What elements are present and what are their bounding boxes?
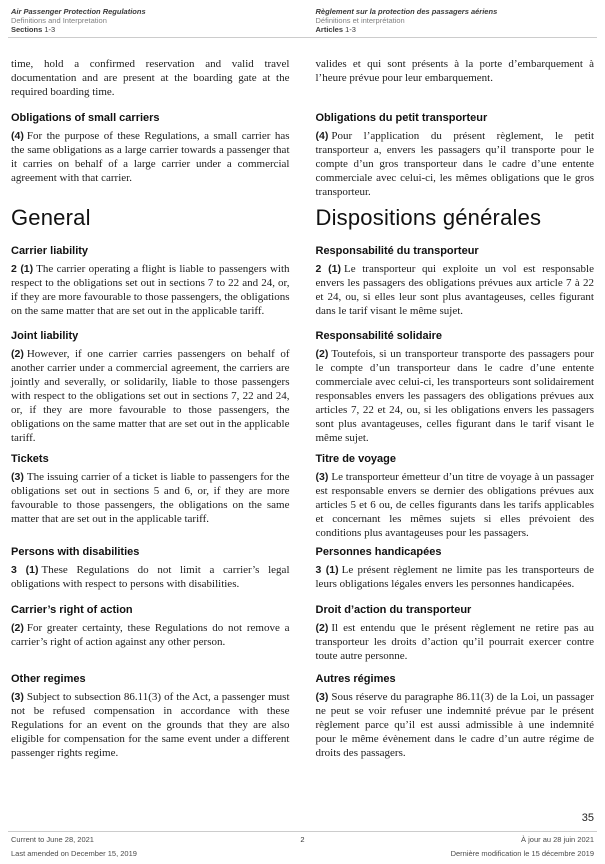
section-block-en xyxy=(11,112,290,199)
header-title-fr: Règlement sur la protection des passagers aériens xyxy=(315,7,498,16)
page-header xyxy=(0,0,605,34)
section-row xyxy=(11,112,594,199)
section-paragraph xyxy=(316,347,595,445)
footer-divider xyxy=(8,831,597,832)
document-body xyxy=(0,38,605,760)
section-text: Subject to subsection 86.11(3) of the Act, a passenger must not be refused compensation in accordance with these Regulations for an event on the grounds that they are also eligible for compensation for the same event under a different passenger rights regime. xyxy=(11,691,290,759)
section-heading: Obligations du petit transporteur xyxy=(315,112,488,124)
section-paragraph xyxy=(11,129,290,185)
header-range-value-en: 1-3 xyxy=(44,25,56,34)
section-number: 3 (1) xyxy=(315,564,339,576)
section-text: Le transporteur qui exploite un vol est responsable envers les passagers des obligations prévues aux article 7 à 22 et 24, ou, si elles leur sont plus avantageuses, celles figurant dans le tarif visant le même sujet. xyxy=(315,263,594,317)
display-heading-fr: Dispositions générales xyxy=(315,205,542,230)
section-text: These Regulations do not limit a carrier’s legal obligations with respect to persons with disabilities. xyxy=(11,564,290,590)
section-number: (2) xyxy=(11,622,24,634)
footer-page-number: 2 xyxy=(300,835,305,844)
section-block-fr xyxy=(316,112,595,199)
section-text: For the purpose of these Regulations, a small carrier has the same obligations as a large carrier towards a passenger that it carries on behalf of a large carrier under a commercial agreement with that carrier. xyxy=(11,130,290,184)
section-block-fr xyxy=(316,604,595,663)
statute-page-number: 35 xyxy=(581,812,594,824)
section-paragraph xyxy=(316,129,595,199)
section-block-fr xyxy=(316,453,595,540)
footer-row-current xyxy=(11,835,594,844)
section-paragraph xyxy=(11,563,290,591)
section-row xyxy=(11,57,594,99)
section-block-en xyxy=(11,604,290,663)
header-range-en xyxy=(11,25,290,34)
section-text: Le transporteur émetteur d’un titre de voyage à un passager est responsable envers se dernier des obligations prévues aux articles 5 et 6 ou, de celles figurants dans les tarifs applicables et concernant les mêmes sujets si elles prévoient des conditions plus avantageuses pour les passagers. xyxy=(315,471,594,539)
section-number: (3) xyxy=(315,471,329,483)
footer-row-amended xyxy=(11,849,594,858)
section-heading: Carrier liability xyxy=(11,245,89,257)
header-range-value-fr: 1-3 xyxy=(345,25,356,34)
section-number: (4) xyxy=(315,130,329,142)
section-heading: Autres régimes xyxy=(315,673,396,685)
section-number: 2 (1) xyxy=(11,263,34,275)
section-text: For greater certainty, these Regulations do not remove a carrier’s right of action against any other person. xyxy=(11,622,290,648)
section-paragraph xyxy=(316,262,595,318)
section-block-en xyxy=(11,673,290,760)
section-heading: Other regimes xyxy=(11,673,86,685)
section-paragraph xyxy=(11,470,290,526)
header-range-label-en: Sections xyxy=(11,25,43,34)
section-text: Pour l’application du présent règlement, le petit transporteur a, envers les passagers qu’il transporte pour le compte d’un gros transporteur dans le cadre d’une entente commerciale avec celui-ci, les mêmes obligations que le gros transporteur. xyxy=(315,130,594,198)
section-heading: Joint liability xyxy=(11,330,79,342)
section-paragraph xyxy=(316,690,595,760)
section-row xyxy=(11,673,594,760)
section-row xyxy=(11,453,594,540)
section-heading: Tickets xyxy=(11,453,49,465)
section-heading: Carrier’s right of action xyxy=(11,604,133,616)
section-text: However, if one carrier carries passengers on behalf of another carrier under a commercial agreement, the carriers are jointly and severally, or solidarily, liable to those passengers with respect to the obligations set out in sections 7, 22 and 24, or, if they are more favourable to those passengers, the obligations on the same matter that are set out in the applicable tariff. xyxy=(11,348,290,444)
section-block-en xyxy=(11,330,290,445)
header-subtitle-en: Definitions and Interpretation xyxy=(11,16,107,25)
section-heading: Responsabilité solidaire xyxy=(315,330,443,342)
section-number: 3 (1) xyxy=(11,564,39,576)
section-row xyxy=(11,546,594,591)
header-range-label-fr: Articles xyxy=(315,25,344,34)
section-block-fr xyxy=(316,330,595,445)
section-heading: Obligations of small carriers xyxy=(11,112,160,124)
footer-current-en: Current to June 28, 2021 xyxy=(11,835,94,844)
footer-amended-fr: Dernière modification le 15 décembre 2019 xyxy=(450,849,594,858)
section-heading: Persons with disabilities xyxy=(11,546,140,558)
section-block-en xyxy=(11,245,290,318)
section-text: Toutefois, si un transporteur transporte des passagers pour le compte d’un transporteur dans le cadre d’une entente commerciale avec celui-ci, les transporteurs sont solidairement responsables envers les passagers des obligations prévues aux articles 7, 22 et 24, ou, si les obligations envers les passagers sont plus avantageuses, celles figurant dans le tarif visant le même sujet. xyxy=(315,348,594,444)
section-number: 2 (1) xyxy=(315,263,341,275)
section-paragraph xyxy=(11,262,290,318)
section-row xyxy=(11,203,594,231)
section-text: The issuing carrier of a ticket is liable to passengers for the obligations set out in sections 5 and 6, or, if they are more favourable to those passengers, the obligations on the same matter that are set out in the applicable tariff. xyxy=(11,471,290,525)
section-block-en xyxy=(11,546,290,591)
section-heading: Droit d’action du transporteur xyxy=(315,604,472,616)
section-number: (3) xyxy=(11,471,24,483)
section-block-fr xyxy=(316,245,595,318)
section-row xyxy=(11,245,594,318)
section-block-en xyxy=(11,453,290,540)
section-number: (2) xyxy=(315,622,329,634)
header-block-en xyxy=(11,7,290,34)
footer-current-fr: À jour au 28 juin 2021 xyxy=(521,835,594,844)
section-number: (3) xyxy=(11,691,24,703)
section-paragraph xyxy=(316,621,595,663)
section-paragraph xyxy=(11,621,290,649)
header-subtitle-fr: Définitions et interprétation xyxy=(315,16,405,25)
display-heading-en: General xyxy=(11,205,91,230)
section-paragraph xyxy=(11,690,290,760)
header-range-fr xyxy=(316,25,595,34)
section-heading: Responsabilité du transporteur xyxy=(315,245,479,257)
section-number: (2) xyxy=(11,348,24,360)
section-number: (4) xyxy=(11,130,24,142)
section-text: Sous réserve du paragraphe 86.11(3) de la Loi, un passager ne peut se voir refuser une indemnité prévue par le présent règlement parce qu’il est aussi admissible à une indemnité pour le même évènement dans le cadre d’un autre régime de droits des passagers. xyxy=(315,691,594,759)
footer-amended-en: Last amended on December 15, 2019 xyxy=(11,849,137,858)
section-paragraph xyxy=(316,563,595,591)
header-title-en: Air Passenger Protection Regulations xyxy=(11,7,146,16)
section-row xyxy=(11,330,594,445)
section-text: The carrier operating a flight is liable to passengers with respect to the obligations set out in sections 7 to 22 and 24, or, if they are more favourable to those passengers, the obligations on the same matter that are set out in the applicable tariff. xyxy=(11,263,290,317)
section-paragraph: time, hold a confirmed reservation and valid travel documentation and are present at the boarding gate at the required boarding time. xyxy=(11,58,290,98)
section-text: Il est entendu que le présent règlement ne retire pas au transporteur les droits d’action qu’il pourrait exercer contre toute autre personne. xyxy=(315,622,594,662)
section-paragraph xyxy=(11,347,290,445)
section-number: (2) xyxy=(315,348,329,360)
section-text: Le présent règlement ne limite pas les transporteurs de leurs obligations légales envers les personnes handicapées. xyxy=(315,564,594,590)
section-paragraph xyxy=(316,470,595,540)
section-number: (3) xyxy=(315,691,329,703)
section-row xyxy=(11,604,594,663)
section-paragraph: valides et qui sont présents à la porte d’embarquement à l’heure prévue pour leur embarquement. xyxy=(315,58,594,84)
section-heading: Titre de voyage xyxy=(315,453,396,465)
section-block-fr xyxy=(316,546,595,591)
section-heading: Personnes handicapées xyxy=(315,546,442,558)
header-block-fr xyxy=(316,7,595,34)
section-block-fr xyxy=(316,673,595,760)
